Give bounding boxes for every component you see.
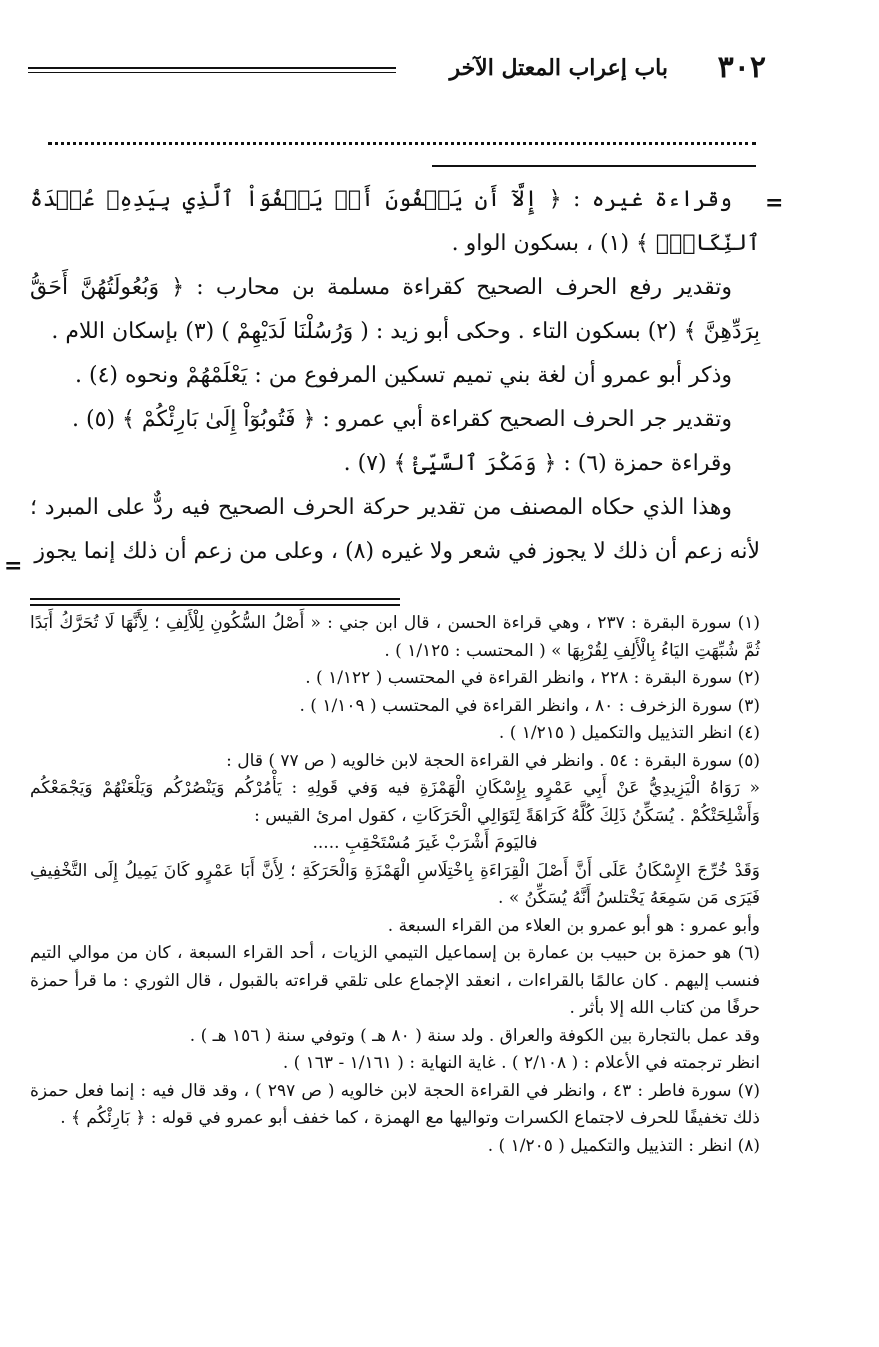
paragraph-4: وتقدير جر الحرف الصحيح كقراءة أبي عمرو : ﴿ فَتُوبُوٓاْ إِلَىٰ بَارِئْكُمْ ﴾ (٥) . — [72, 407, 732, 432]
main-text — [30, 178, 760, 574]
page-header — [28, 48, 766, 88]
footnote-divider — [30, 598, 400, 600]
paragraph-3: وذكر أبو عمرو أن لغة بني تميم تسكين المرفوع من : يَعْلَمْهُمْ ونحوه (٤) . — [74, 363, 732, 388]
footnote-2: (٢) سورة البقرة : ٢٢٨ ، وانظر القراءة في المحتسب ( ١/١٢٢ ) . — [305, 668, 760, 688]
footnote-5-quote-cont: وَقَدْ خُرِّجَ الإِسْكَانُ عَلَى أَنَّ أَصْلَ الْقِرَاءَةِ بِاخْتِلَاسِ الْهَمْزَةِ وَالْحَرَكَةِ ؛ لِأَنَّ أَبَا عَمْرٍو كَانَ يَمِيلُ إِلَى التَّخْفِيفِ فَيَرَى مَن سَمِعَهُ يَخْتلسُ أَنَّهُ يُسَكِّنُ » . — [30, 860, 760, 908]
continuation-mark-bottom: = — [4, 553, 23, 579]
page-number: ٣٠٢ — [717, 50, 766, 85]
paragraph-5: وقراءة حمزة (٦) : ﴿ وَمَكْرَ ٱلسَّيِّئْ ﴾ (٧) . — [343, 451, 732, 476]
paragraph-1: وقراءة غيره : ﴿ إِلَّآ أَن يَعۡفُونَ أَوۡ يَعۡفُوَاْ ٱلَّذِي بِيَدِهِۦ عُقۡدَةُ ٱلنِّكَاحِۚ ﴾ (١) ، بسكون الواو . — [30, 187, 760, 256]
quote-rule — [432, 165, 756, 167]
footnote-3: (٣) سورة الزخرف : ٨٠ ، وانظر القراءة في المحتسب ( ١/١٠٩ ) . — [299, 695, 760, 716]
continuation-mark-top: = — [765, 190, 784, 216]
footnote-4: (٤) انظر التذييل والتكميل ( ١/٢١٥ ) . — [498, 723, 760, 743]
header-rule — [28, 67, 396, 69]
footnote-6: (٦) هو حمزة بن حبيب بن عمارة بن إسماعيل التيمي الزيات ، أحد القراء السبعة ، كان من موالي التيم فنسب إليهم . كان عالمًا بالقراءات ، انعقد الإجماع على تلقي قراءته بالقبول ، قال الثوري : ما قرأ حمزة حرفًا من كتاب الله إلا بأثر . — [30, 943, 760, 1018]
footnote-5-note: وأبو عمرو : هو أبو عمرو بن العلاء من القراء السبعة . — [387, 915, 760, 936]
paragraph-6: وهذا الذي حكاه المصنف من تقدير حركة الحرف الصحيح فيه ردٌّ على المبرد ؛ لأنه زعم أن ذلك لا يجوز في شعر ولا غيره (٨) ، وعلى من زعم أن ذلك إنما يجوز — [30, 495, 760, 564]
footnote-5: (٥) سورة البقرة : ٥٤ . وانظر في القراءة الحجة لابن خالويه ( ص ٧٧ ) قال : — [226, 750, 760, 771]
header-rule-thin — [28, 72, 396, 73]
footnote-1: (١) سورة البقرة : ٢٣٧ ، وهي قراءة الحسن ، قال ابن جني : « أَصْلُ السُّكُونِ لِلْأَلِفِ ؛ لِأَنَّهَا لَا تُحَرَّكُ أَبَدًا ثُمَّ شُبِّهَتِ اليَاءُ بِالْأَلِفِ لِقُرْبِهَا » ( المحتسب : ١/١٢٥ ) . — [30, 613, 760, 661]
dotted-separator — [48, 142, 756, 145]
paragraph-2: وتقدير رفع الحرف الصحيح كقراءة مسلمة بن محارب : ﴿ وَبُعُولَتُهُنَّ أَحَقُّ بِرَدِّهِنَّ ﴾ (٢) بسكون التاء . وحكى أبو زيد : ( وَرُسُلْنَا لَدَيْهِمْ ) (٣) بإسكان اللام . — [30, 275, 760, 344]
footnote-5-verse: فاليَومَ أَشْرَبْ غَيرَ مُسْتَحْقِبِ ..... — [312, 833, 538, 853]
footnote-5-quote: « رَوَاهُ الْيَزِيدِيُّ عَنْ أَبِي عَمْرٍو بِإِسْكَانِ الْهَمْزَةِ فيه وَفي قَولِهِ : يَأْمُرْكُم وَيَنْصُرْكُم وَيَلْعَنْهُمْ وَيَجْمَعْكُم وَأَشْلِحَتْكُمْ . يُسَكِّنُ ذَلِكَ كُلَّهُ كَرَاهَةً لِتَوَالِي الْحَرَكَاتِ ، كقول امرئ القيس : — [30, 778, 760, 826]
footnote-divider-second — [30, 604, 400, 606]
footnote-6-cont: وقد عمل بالتجارة بين الكوفة والعراق . ولد سنة ( ٨٠ هـ ) وتوفي سنة ( ١٥٦ هـ ) . — [189, 1025, 760, 1046]
running-title: باب إعراب المعتل الآخر — [449, 55, 668, 81]
footnote-6-refs: انظر ترجمته في الأعلام : ( ٢/١٠٨ ) . غاية النهاية : ( ١/١٦١ - ١٦٣ ) . — [282, 1053, 760, 1073]
footnotes — [30, 610, 760, 1160]
footnote-8: (٨) انظر : التذييل والتكميل ( ١/٢٠٥ ) . — [487, 1135, 760, 1156]
footnote-7: (٧) سورة فاطر : ٤٣ ، وانظر في القراءة الحجة لابن خالويه ( ص ٢٩٧ ) ، وقد قال فيه : إنما فعل حمزة ذلك تخفيفًا للحرف لاجتماع الكسرات وتواليها مع الهمزة ، كما خفف أبو عمرو في قوله : ﴿ بَارِئْكُم ﴾ . — [30, 1080, 760, 1128]
